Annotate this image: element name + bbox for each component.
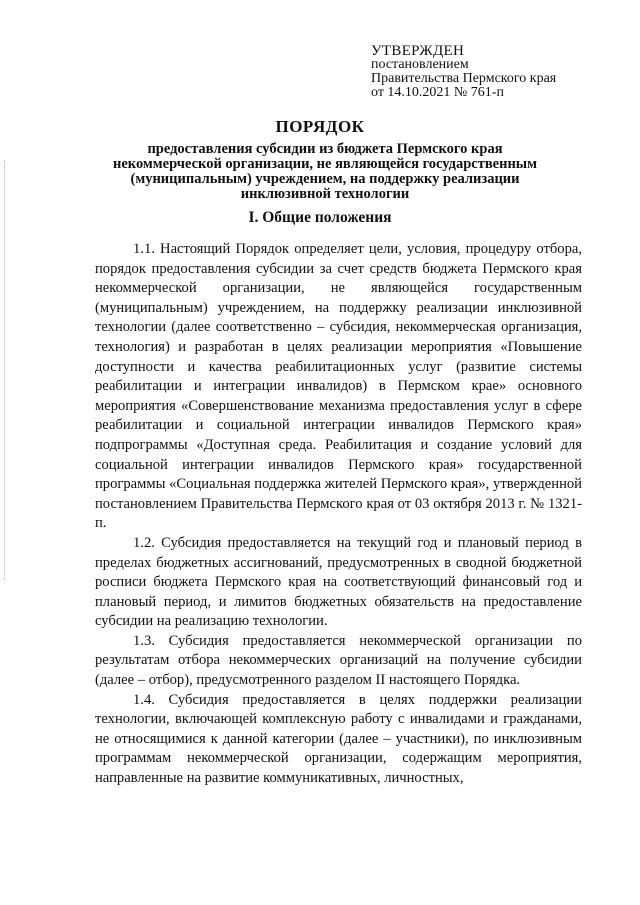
- paragraph-1-3: 1.3. Субсидия предоставляется некоммерческой организации по результатам отбора некоммерческих организаций на получение субсидии (далее – отбор), предусмотренного разделом II настоящего Порядка.: [95, 632, 582, 689]
- approved-label: УТВЕРЖДЕН: [371, 43, 465, 59]
- document-title: ПОРЯДОК: [275, 117, 365, 136]
- paragraph-1-4: 1.4. Субсидия предоставляется в целях поддержки реализации технологии, включающей комплексную работу с инвалидами и гражданами, не относящимися к данной категории (далее – участники), по инклюзивным программам некоммерческой организации, содержащим мероприятия, направленные на развитие коммуникативных, личностных,: [95, 691, 582, 787]
- approved-by-line: постановлением: [371, 57, 469, 72]
- approved-date-line: от 14.10.2021 № 761-п: [371, 85, 504, 100]
- approval-stamp-block: [371, 44, 621, 100]
- document-subtitle: предоставления субсидии из бюджета Пермского края некоммерческой организации, не являющейся государственным (муниципальным) учреждением, на поддержку реализации инклюзивной технологии: [112, 141, 538, 202]
- paragraph-1-2: 1.2. Субсидия предоставляется на текущий год и плановый период в пределах бюджетных ассигнований, предусмотренных в сводной бюджетной росписи бюджета Пермского края на соответствующий финансовый год и плановый период, и лимитов бюджетных обязательств на предоставление субсидии на реализацию технологии.: [95, 534, 582, 630]
- paragraph-1-1: 1.1. Настоящий Порядок определяет цели, условия, процедуру отбора, порядок предоставления субсидии за счет средств бюджета Пермского края некоммерческой организации, не являющейся государственным (муниципальным) учреждением, на поддержку реализации инклюзивной технологии (далее соответственно – субсидия, некоммерческая организация, технология) и разработан в целях реализации мероприятия «Повышение доступности и качества реабилитационных услуг (развитие системы реабилитации и интеграции инвалидов) в Пермском крае» основного мероприятия «Совершенствование механизма предоставления услуг в сфере реабилитации и социальной интеграции инвалидов Пермского края» подпрограммы «Доступная среда. Реабилитация и создание условий для социальной интеграции инвалидов Пермского края» государственной программы «Социальная поддержка жителей Пермского края», утвержденной постановлением Правительства Пермского края от 03 октября 2013 г. № 1321-п.: [95, 241, 582, 532]
- section-heading: I. Общие положения: [248, 209, 392, 226]
- document-body: [95, 240, 582, 789]
- approved-government-line: Правительства Пермского края: [371, 71, 557, 86]
